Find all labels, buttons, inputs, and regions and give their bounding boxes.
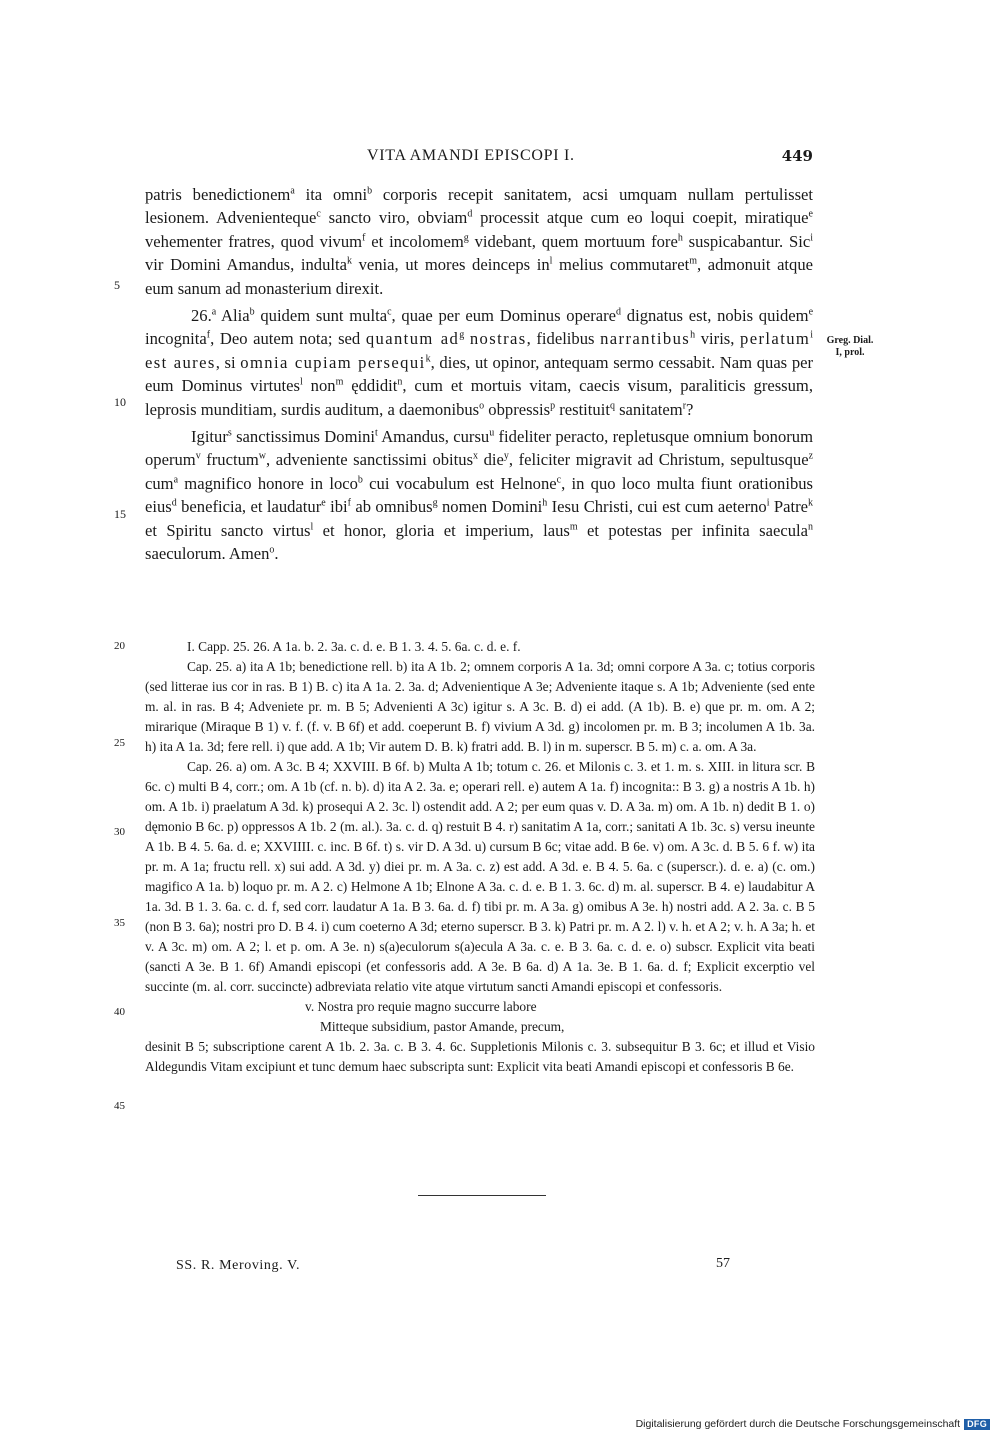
footnote-marker: k [346, 255, 352, 267]
footnote-marker: i [810, 232, 813, 244]
apparatus-closing: desinit B 5; subscriptione carent A 1b. 2. 3a. c. B 3. 4. 6c. Suppletionis Milonis c. 3. subsequitur B 3. 6c; et illud et Visio Aldegundis Vitam excipiunt et tunc demum haec subscripta sunt: Explicit vita beati Amandi episcopi et confessoris B 6e. [145, 1039, 815, 1074]
apparatus-line-number: 35 [114, 917, 125, 929]
main-text [145, 183, 813, 566]
marginal-note-ref: I, prol. [835, 347, 865, 358]
line-number: 10 [114, 395, 126, 409]
sheet-number: 57 [716, 1256, 730, 1271]
footnote-marker: c [556, 474, 562, 486]
footnote-marker: v [195, 450, 201, 462]
footnote-marker: b [367, 185, 373, 197]
footnote-marker: m [335, 376, 344, 388]
apparatus-mss-line: I. Capp. 25. 26. A 1a. b. 2. 3a. c. d. e. B 1. 3. 4. 5. 6a. c. d. e. f. [187, 639, 521, 654]
footnote-marker: f [206, 329, 211, 341]
line-number: 5 [114, 278, 120, 292]
footnote-marker: w [258, 450, 267, 462]
digitization-credit [636, 1418, 990, 1430]
footnote-marker: g [463, 232, 469, 244]
dfg-logo: DFG [964, 1419, 990, 1430]
main-paragraph-1: patris benedictionem$^a$ ita omni$^b$ corporis recepit sanitatem, acsi umquam nullam pertulisset lesionem. Advenienteque$^c$ sancto viro, obviam$^d$ processit atque cum eo loqui coepit, miratique$^e$ vehementer fratres, quod vivum$^f$ et incolomem$^g$ videbant, quem mortuum fore$^h$ suspicabantur. Sic$^i$ vir Domini Amandus, indulta$^k$ venia, ut mores deinceps $in^l$ melius commutaret$^m$, admonuit atque eum sanum ad monasterium direxit. [145, 185, 814, 298]
marginal-note-source: Greg. Dial. [826, 335, 874, 346]
footnote-marker: h [542, 497, 548, 509]
footnote-marker: n [808, 521, 813, 533]
footnote-marker: h [677, 232, 683, 244]
footnote-marker: h [690, 329, 696, 341]
footnote-marker: f [347, 497, 351, 509]
footnote-marker: m [569, 521, 578, 533]
footnote-marker: d [171, 497, 177, 509]
apparatus-line-number: 25 [114, 737, 125, 749]
footnote-marker: x [473, 450, 479, 462]
footnote-marker: l [549, 255, 553, 267]
running-header [145, 147, 813, 171]
apparatus-line-number: 30 [114, 826, 125, 838]
main-paragraph-3: Igitur$^s$ sanctissimus Domini$^t$ Amandus, cursu$^u$ fideliter peracto, repletusque omnium bonorum operum$^v$ fructum$^w$, adveniente sanctissimi obitus$^x$ die$^y$, feliciter migravit ad Christum, sepultusque$^z$ cum$^a$ magnifico honore in loco$^b$ cui vocabulum est Helnone$^c$, in quo loco multa fiunt orationibus eius$^d$ beneficia, et laudatur$^e$ ibi$^f$ ab omnibus$^g$ nomen Domini$^h$ Iesu Christi, cui est cum aeterno$^i$ Patre$^k$ et Spiritu sancto virtus$^l$ et honor, gloria et imperium, laus$^m$ et potestas per infinita saecula$^n$ saeculorum. Amen$^o$. [145, 427, 814, 564]
digitization-note: Digitalisierung gefördert durch die Deutsche Forschungsgemeinschaft [635, 1418, 961, 1430]
apparatus-verse-1: v. Nostra pro requie magno succurre labore [305, 999, 537, 1014]
footnote-marker: q [609, 400, 615, 412]
footnote-marker: f [362, 232, 366, 244]
critical-apparatus [145, 637, 815, 1077]
main-paragraph-2: 26.$^a$ Alia$^b$ quidem sunt multa$^c$, quae per eum Dominus operare$^d$ dignatus est, nobis quidem$^e$ incognita$^f$, Deo autem nota; sed quantum $ad^g$ nostras, fidelibus narrantibus$^h$ viris, perlatum$^i$ est aures, si omnia cupiam persequi$^k$, dies, ut opinor, antequam sermo cessabit. Nam quas per eum Dominus virtutes$^l$ non$^m$ ęddidit$^n$, cum et mortuis vitam, caecis visum, paraliticis gressum, leprosis munditiam, surdis auditum, a daemonibus$^o$ obpressis$^p$ restituit$^q$ sanitatem$^r$? [145, 306, 814, 419]
footnote-marker: s [227, 427, 232, 439]
footnote-marker: c [387, 306, 392, 318]
footnote-marker: r [682, 400, 687, 412]
footnote-marker: c [316, 208, 321, 220]
apparatus-cap26: Cap. 26. a) om. A 3c. B 4; XXVIII. B 6f. b) Multa A 1b; totum c. 26. et Milonis c. 3. et 1. m. s. XIII. in litura scr. B 6c. c) multi B 4, corr.; om. A 1b (cf. n. b). d) ita A 2. 3a. e; operari rell. e) autem A 1a. f) incognita:: B 3. g) a nostris A 1b. h) om. A 1b. i) praelatum A 3d. k) prosequi A 2. 3c. l) ostendit add. A 2; per eum quas v. D. A 3a. m) om. A 1b. n) dedit B 1. o) dęmonio B 6c. p) oppressos A 1b. 2 (m. al.). 3a. c. d. q) restuit B 4. r) sanitatim A 1a, corr.; sanitati A 1b. 3c. s) versu ineunte A 1b. B 4. 5. 6a. d. e; XXVIIII. c. inc. B 6f. t) s. vir D. A 3d. u) cursum B 6c; vitae add. B 6e. v) om. A 3c. d. B 5. 6 f. w) ita pr. m. A 1a; fructu rell. x) sui add. A 3d. y) diei pr. m. A 3a. c. z) est add. A 3d. e. B 4. 5. 6a. c (superscr.). d. e. a) (c. om.) magifico A 1a. b) loquo pr. m. A 2. c) Helmone A 1b; Elnone A 3a. c. d. e. B 1. 3. 6c. d) m. al. superscr. B 4. e) laudabitur A 1a. 3d. B 1. 3. 6a. c. d. f, sed corr. laudatur A 1a. B 3. 6a. d. f) tibi pr. m. A 3a. g) omibus A 3e. h) nostri add. A 2. 3a. c. B 5 (non B 3. 6a); nostri pro D. B 4. i) cum coeterno A 3d; eterno superscr. B 3. k) Patri pr. m. A 2. l) v. h. et A 2; v. h. A 3a; h. et v. A 3c. m) om. A 2; l. et p. om. A 3e. n) s(a)eculorum s(a)ecula A 3a. c. e. B 3. 6a. c. d. e. o) subscr. Explicit vita beati (sancti A 3e. B 1. 6f) Amandi episcopi (et confessoris add. A 3e. B 6a. d) A 1a. 3e. B 1. 6a. d. f; Explicit excerptio vel succinte (m. al. corr. succincte) adbreviata relatio vite atque virtutum sancti Amandi episcopi et confessoris. [145, 759, 815, 994]
footnote-marker: d [616, 306, 622, 318]
footnote-marker: e [808, 306, 814, 318]
footnote-marker: e [808, 208, 813, 220]
marginal-note [820, 335, 880, 359]
footnote-marker: l [310, 521, 314, 533]
closing-rule [418, 1195, 546, 1196]
footnote-marker: y [503, 450, 509, 462]
page-number: 449 [781, 147, 813, 165]
footnote-marker: a [173, 474, 179, 486]
footnote-marker: z [808, 450, 814, 462]
footnote-marker: d [467, 208, 473, 220]
footnote-marker: i [810, 329, 813, 341]
footnote-marker: o [269, 544, 275, 556]
footnote-marker: g [459, 329, 465, 341]
apparatus-line-number: 45 [114, 1100, 125, 1112]
footnote-marker: p [550, 400, 556, 412]
footnote-marker: a [290, 185, 295, 197]
footnote-marker: b [249, 306, 255, 318]
footnote-marker: o [479, 400, 485, 412]
footnote-marker: m [689, 255, 697, 267]
series-footer: SS. R. Meroving. V. [176, 1258, 301, 1273]
footnote-marker: n [397, 376, 403, 388]
footnote-marker: b [357, 474, 363, 486]
apparatus-line-number: 20 [114, 640, 125, 652]
footnote-marker: l [300, 376, 303, 388]
apparatus-cap25: Cap. 25. a) ita A 1b; benedictione rell. b) ita A 1b. 2; omnem corporis A 1a. 3d; omni corpore A 3a. c; totius corporis (sed litterae ius cor in ras. B 1) B. c) ita A 1a. 2. 3a. d; Advenientique A 3e; Adveniente itaque s. A 1b; Adveniente (sed ente m. al. in ras. B 4; Adveniete pr. m. B 5; Advenienti A 3c) igitur s. A 3c. B. d) ei add. (A 1b). B. e) que pr. m. om. A 2; mirarique (Miraque B 1) v. f. (f. v. B 6f) et add. coeperunt B. f) vivium A 3d. g) incolomen pr. m. B 3; incolumen A 1b. 3a. h) ita A 1a. 3d; fere rell. i) que add. A 1b; Vir autem D. B. k) fratri add. B. l) in m. superscr. B 5. m) c. a. om. A 3a. [145, 659, 815, 754]
line-number: 15 [114, 507, 126, 521]
footnote-marker: g [432, 497, 438, 509]
footnote-marker: e [321, 497, 326, 509]
running-title: VITA AMANDI EPISCOPI I. [367, 147, 575, 164]
footnote-marker: k [808, 497, 813, 509]
footnote-marker: i [766, 497, 770, 509]
footnote-marker: t [375, 427, 378, 439]
apparatus-line-number: 40 [114, 1006, 125, 1018]
footnote-marker: a [211, 306, 217, 318]
apparatus-verse-2: Mitteque subsidium, pastor Amande, precum, [320, 1019, 565, 1034]
footnote-marker: u [489, 427, 495, 439]
footnote-marker: k [425, 353, 431, 365]
